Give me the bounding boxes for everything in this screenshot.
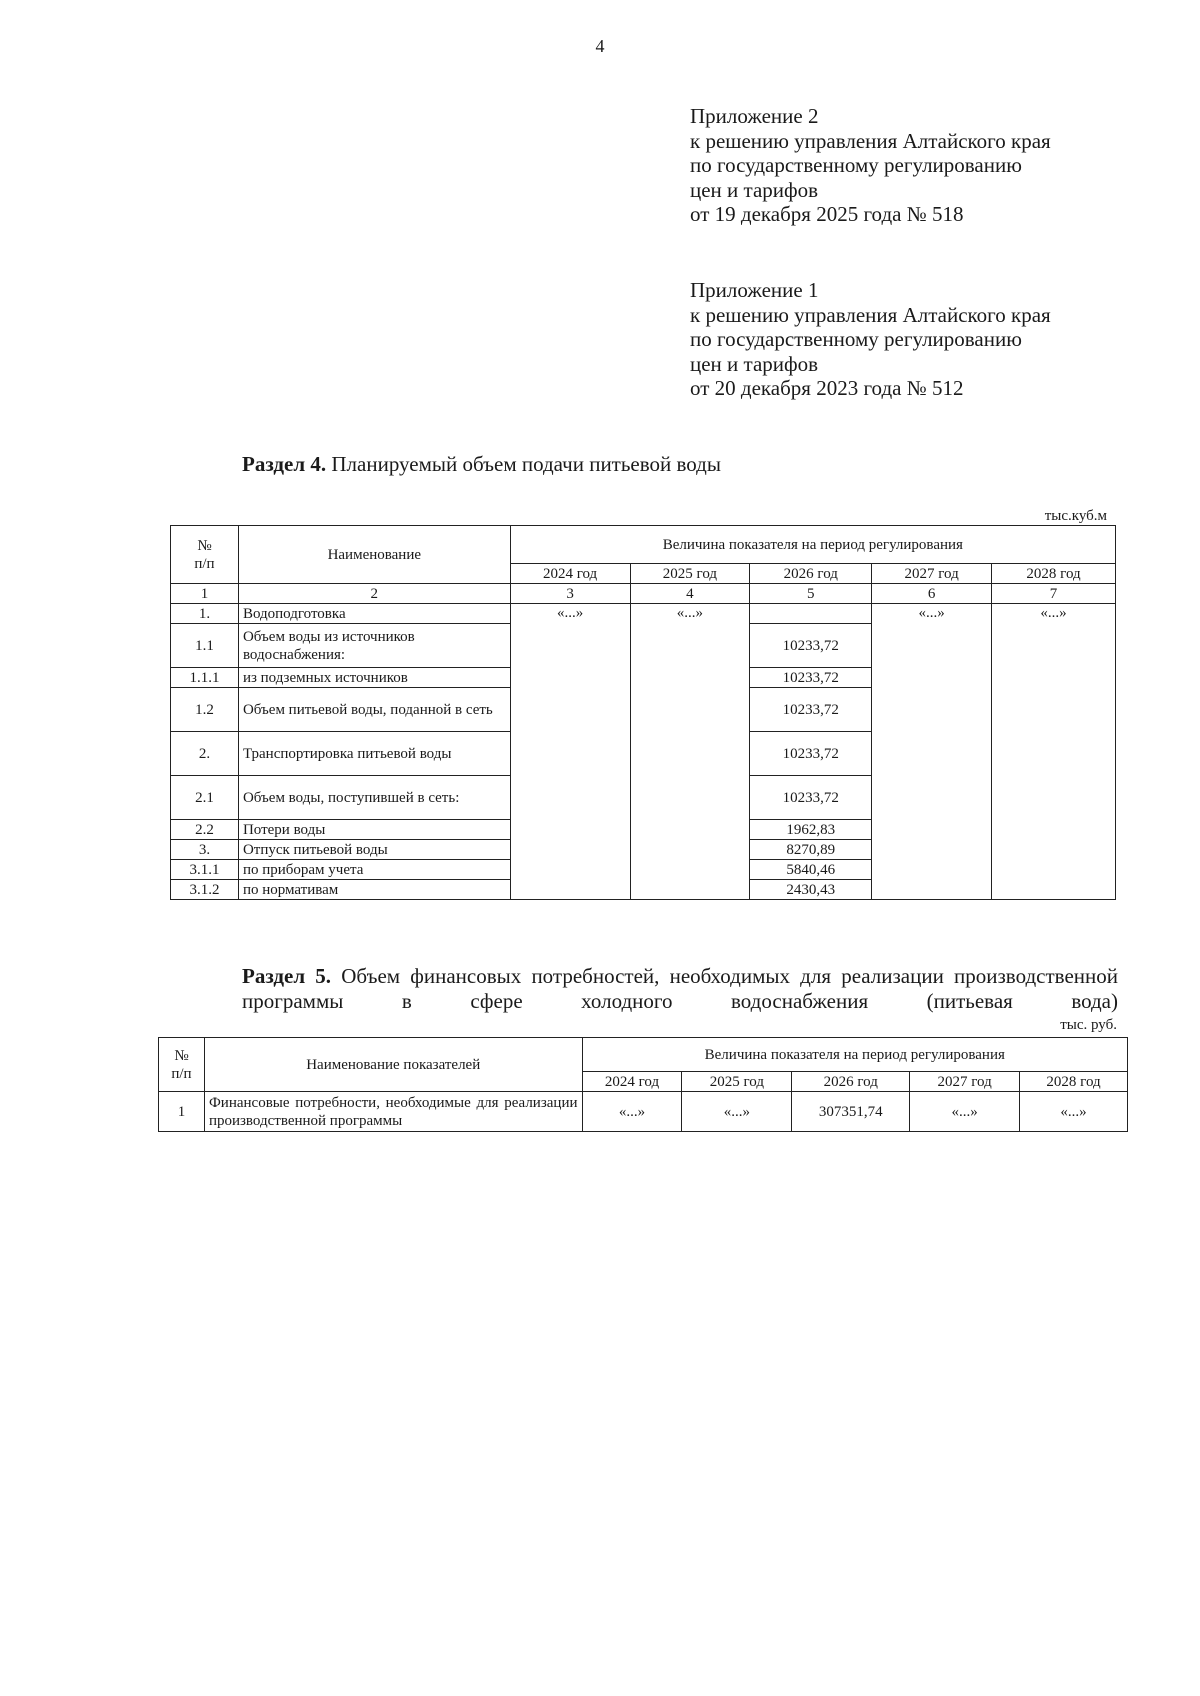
- row-name: из подземных источников: [238, 668, 510, 688]
- row-num: 3.: [171, 840, 239, 860]
- column-number: 7: [992, 584, 1116, 604]
- row-num: 1.1: [171, 624, 239, 668]
- section5-table: [158, 1037, 1128, 1132]
- section4-title: [242, 452, 721, 477]
- header-year: 2026 год: [792, 1072, 910, 1092]
- row-name: Финансовые потребности, необходимые для реализации производственной программы: [204, 1092, 582, 1132]
- row-num: 2.2: [171, 820, 239, 840]
- section4-label: Раздел 4.: [242, 452, 327, 476]
- column-number: 6: [872, 584, 992, 604]
- section4-title-text: Планируемый объем подачи питьевой воды: [331, 452, 721, 476]
- value-2026: [750, 604, 872, 624]
- value-2026: 307351,74: [792, 1092, 910, 1132]
- appendix-1-block: [690, 278, 1051, 401]
- table-row: [159, 1092, 1128, 1132]
- header-year: 2028 год: [1020, 1072, 1128, 1092]
- value-2026: 10233,72: [750, 668, 872, 688]
- header-num: № п/п: [171, 526, 239, 584]
- row-name: Отпуск питьевой воды: [238, 840, 510, 860]
- column-number: 4: [630, 584, 750, 604]
- appendix-2-block: [690, 104, 1051, 227]
- value-2025: «...»: [630, 604, 750, 900]
- section4-table: [170, 525, 1116, 900]
- value-2028: «...»: [992, 604, 1116, 900]
- section5-title-text: Объем финансовых потребностей, необходимых для реализации производственной программы в сфере холодного водоснабжения (питьевая вода): [242, 964, 1118, 1013]
- appendix-1-line: Приложение 1: [690, 278, 819, 302]
- appendix-2-line: по государственному регулированию: [690, 153, 1022, 177]
- column-number: 1: [171, 584, 239, 604]
- appendix-1-line: по государственному регулированию: [690, 327, 1022, 351]
- header-num: № п/п: [159, 1038, 205, 1092]
- header-year: 2024 год: [582, 1072, 682, 1092]
- header-period: Величина показателя на период регулирования: [582, 1038, 1127, 1072]
- value-2026: 10233,72: [750, 688, 872, 732]
- header-year: 2027 год: [872, 564, 992, 584]
- header-year: 2024 год: [510, 564, 630, 584]
- value-2027: «...»: [910, 1092, 1020, 1132]
- value-2026: 2430,43: [750, 880, 872, 900]
- row-num: 3.1.2: [171, 880, 239, 900]
- appendix-2-line: от 19 декабря 2025 года № 518: [690, 202, 964, 226]
- appendix-1-line: к решению управления Алтайского края: [690, 302, 1051, 327]
- value-2024: «...»: [582, 1092, 682, 1132]
- section4-unit: тыс.куб.м: [1044, 508, 1107, 524]
- row-name: Объем воды из источников водоснабжения:: [238, 624, 510, 668]
- value-2026: 10233,72: [750, 624, 872, 668]
- row-num: 2.1: [171, 776, 239, 820]
- row-name: Объем воды, поступившей в сеть:: [238, 776, 510, 820]
- header-year: 2025 год: [682, 1072, 792, 1092]
- row-name: Транспортировка питьевой воды: [238, 732, 510, 776]
- row-name: Потери воды: [238, 820, 510, 840]
- row-name: по приборам учета: [238, 860, 510, 880]
- header-year: 2025 год: [630, 564, 750, 584]
- row-num: 1.1.1: [171, 668, 239, 688]
- section5-title: [172, 964, 1118, 1013]
- value-2026: 5840,46: [750, 860, 872, 880]
- column-number: 2: [238, 584, 510, 604]
- value-2026: 10233,72: [750, 732, 872, 776]
- appendix-2-line: к решению управления Алтайского края: [690, 128, 1051, 153]
- column-number: 5: [750, 584, 872, 604]
- header-period: Величина показателя на период регулирования: [510, 526, 1115, 564]
- header-year: 2027 год: [910, 1072, 1020, 1092]
- column-number: 3: [510, 584, 630, 604]
- table-row: [171, 604, 1116, 624]
- row-name: по нормативам: [238, 880, 510, 900]
- section5-label: Раздел 5.: [242, 964, 332, 988]
- appendix-1-line: цен и тарифов: [690, 351, 819, 376]
- row-num: 2.: [171, 732, 239, 776]
- row-num: 1: [159, 1092, 205, 1132]
- header-name: Наименование показателей: [204, 1038, 582, 1092]
- appendix-1-line: от 20 декабря 2023 года № 512: [690, 376, 964, 400]
- appendix-2-line: цен и тарифов: [690, 177, 819, 202]
- value-2026: 10233,72: [750, 776, 872, 820]
- appendix-2-line: Приложение 2: [690, 104, 819, 128]
- value-2026: 1962,83: [750, 820, 872, 840]
- header-name: Наименование: [238, 526, 510, 584]
- section5-unit: тыс. руб.: [1060, 1017, 1117, 1033]
- value-2025: «...»: [682, 1092, 792, 1132]
- row-num: 1.: [171, 604, 239, 624]
- header-year: 2026 год: [750, 564, 872, 584]
- value-2027: «...»: [872, 604, 992, 900]
- row-num: 3.1.1: [171, 860, 239, 880]
- value-2028: «...»: [1020, 1092, 1128, 1132]
- value-2024: «...»: [510, 604, 630, 900]
- page-number: 4: [595, 36, 605, 56]
- row-name: Водоподготовка: [238, 604, 510, 624]
- value-2026: 8270,89: [750, 840, 872, 860]
- row-name: Объем питьевой воды, поданной в сеть: [238, 688, 510, 732]
- row-num: 1.2: [171, 688, 239, 732]
- header-year: 2028 год: [992, 564, 1116, 584]
